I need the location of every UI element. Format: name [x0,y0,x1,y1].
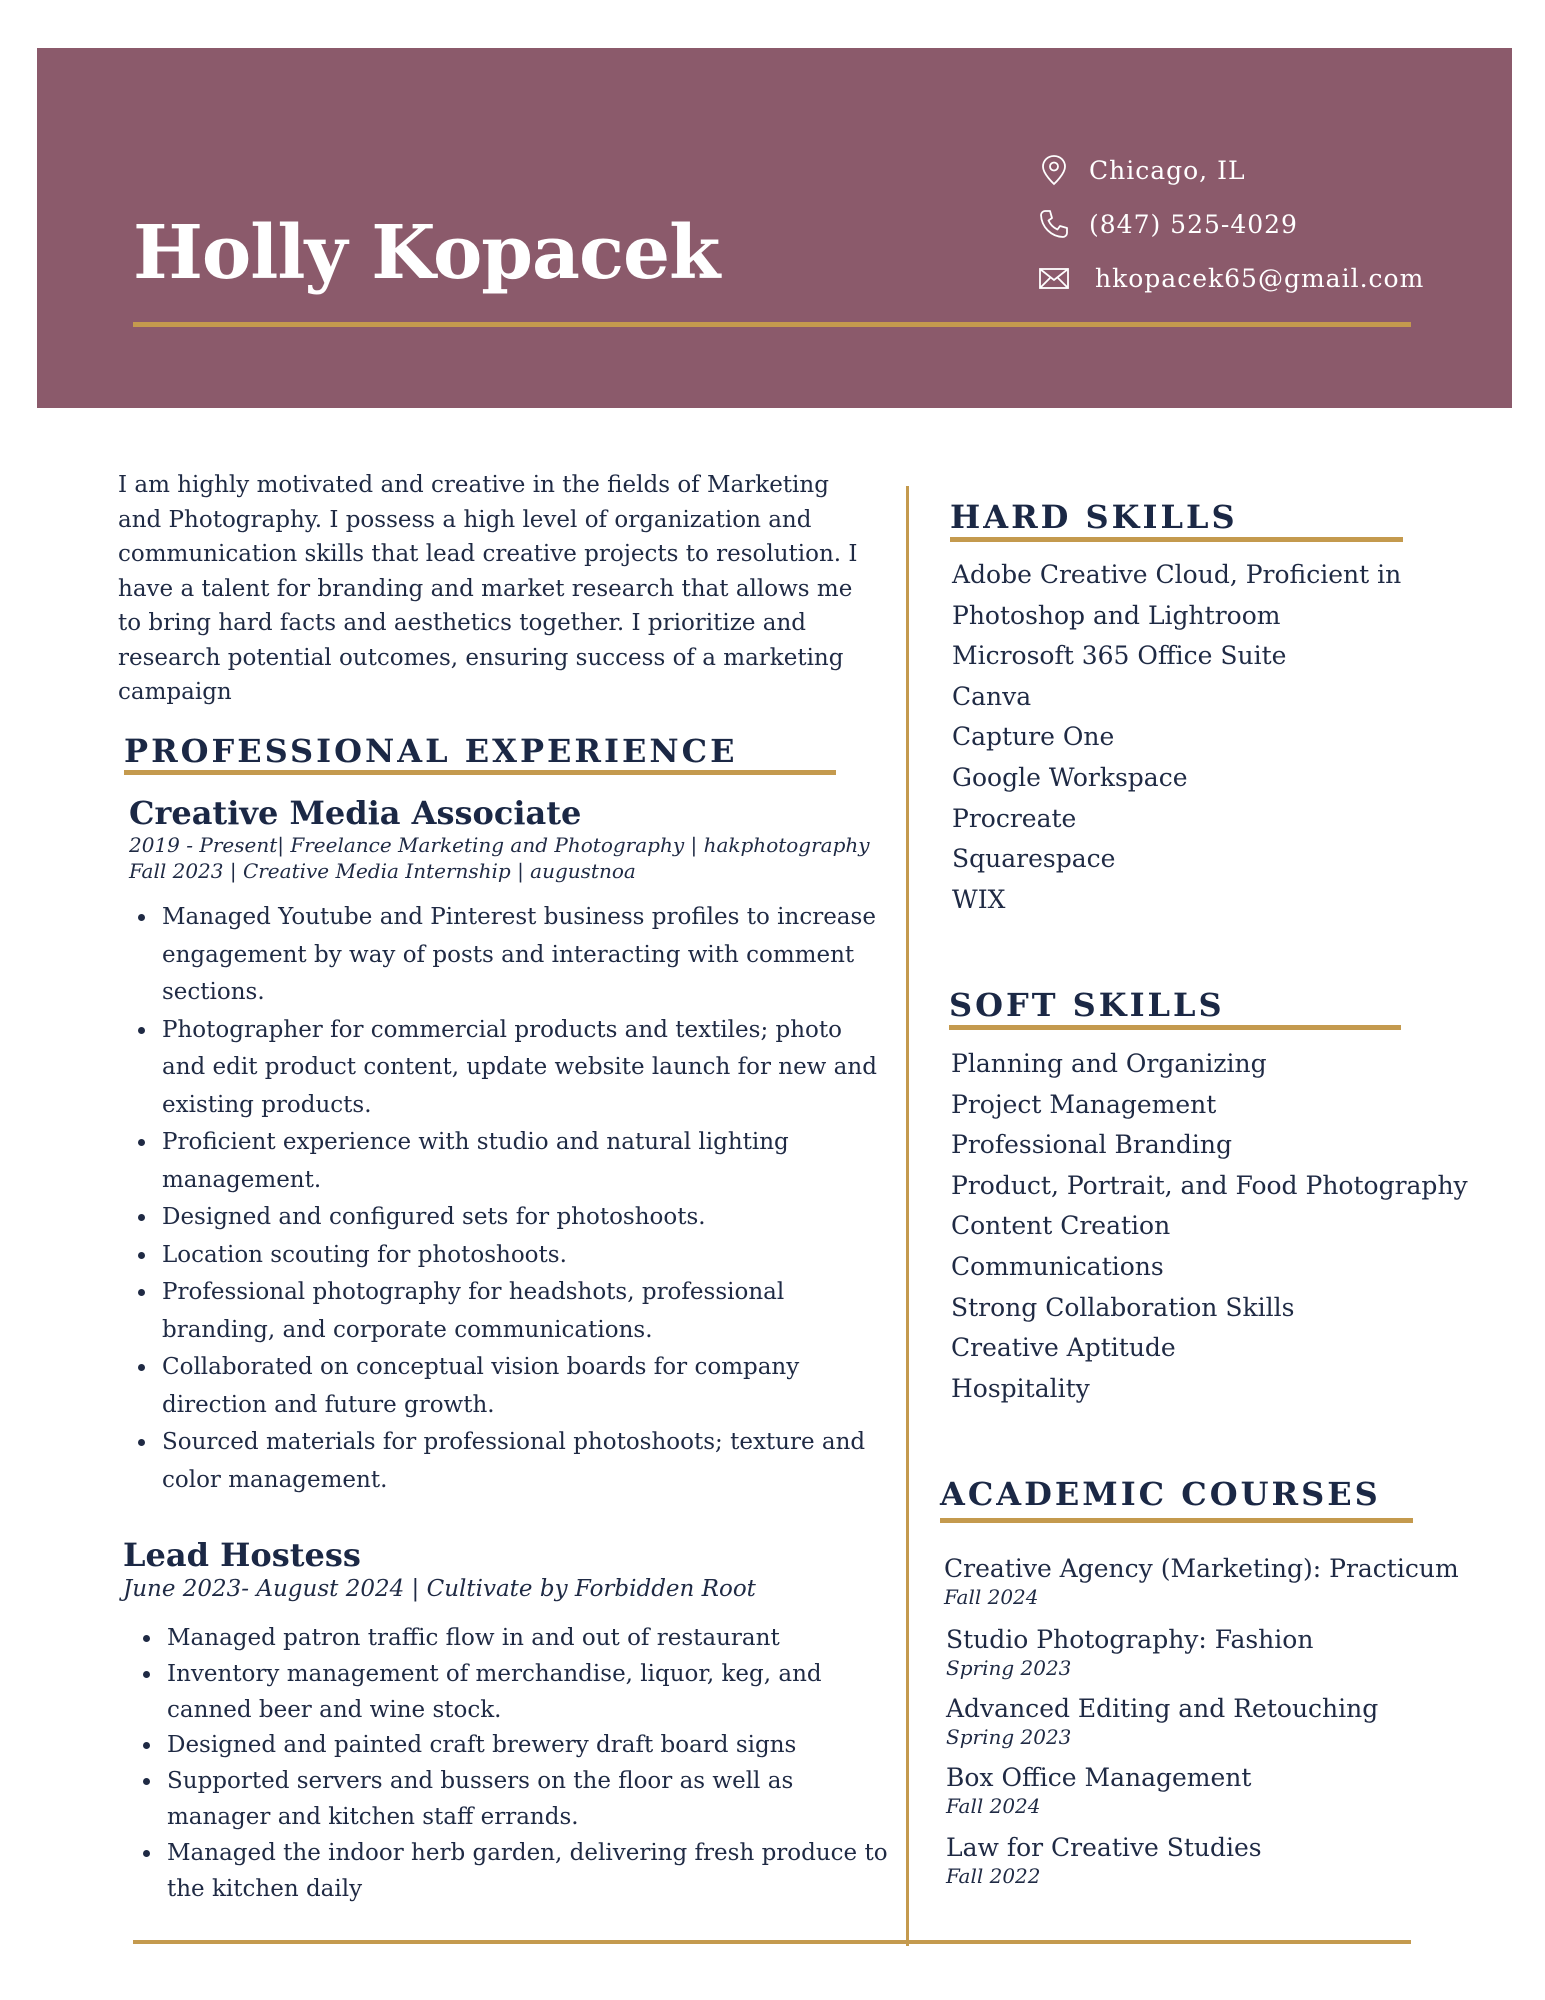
list-item: Creative Aptitude [951,1333,1176,1363]
experience-heading-rule [124,770,836,775]
email-link[interactable]: hkopacek65@gmail.com [1095,263,1425,293]
list-item: • Professional photography for headshots, professional branding, and corporate communications. [158,1274,888,1349]
course-name: Creative Agency (Marketing): Practicum [944,1554,1459,1583]
professional-summary: I am highly motivated and creative in the fields of Marketing and Photography. I possess a high level of organization and communication skills that lead creative projects to resolution. I have a talent for branding and market research that allows me to bring hard facts and aesthetics together. I prioritize and research potential outcomes, ensuring success of a marketing campaign [118,472,858,705]
experience-heading: PROFESSIONAL EXPERIENCE [124,732,738,770]
list-item: Google Workspace [952,762,1188,792]
header-banner [37,48,1512,408]
hard-skills-list [952,555,1401,920]
contact-email [1037,258,1424,298]
courses-heading-rule [940,1518,1413,1523]
hard-skills-heading-rule [950,537,1403,542]
course-term: Spring 2023 [946,1656,1072,1680]
list-item: WIX [952,884,1006,914]
list-item: • Managed patron traffic flow in and out of restaurant [163,1621,898,1657]
list-item: • Managed Youtube and Pinterest business profiles to increase engagement by way of posts and interacting with comment sections. [158,899,888,1012]
candidate-name: Holly Kopacek [133,210,720,296]
course-entry [946,1624,1313,1680]
course-name: Advanced Editing and Retouching [946,1694,1379,1723]
list-item: Content Creation [951,1211,1171,1241]
column-divider [906,486,909,1946]
list-item: • Proficient experience with studio and natural lighting management. [158,1124,888,1199]
course-entry [944,1553,1459,1609]
list-item: Product, Portrait, and Food Photography [951,1170,1468,1200]
location-pin-icon [1037,153,1071,187]
list-item: • Sourced materials for professional photoshoots; texture and color management. [158,1424,888,1499]
contact-phone [1037,204,1298,244]
contact-location [1037,150,1246,190]
course-term: Fall 2024 [944,1585,1039,1609]
list-item: • Photographer for commercial products and textiles; photo and edit product content, update website launch for new and existing products. [158,1012,888,1125]
soft-skills-list [951,1044,1468,1409]
courses-heading: ACADEMIC COURSES [940,1475,1381,1513]
list-item: Procreate [952,803,1077,833]
list-item: Hospitality [951,1373,1090,1403]
job-title: Creative Media Associate [129,794,582,832]
course-entry [946,1832,1262,1888]
phone-text[interactable]: (847) 525-4029 [1089,209,1298,239]
list-item: • Supported servers and bussers on the floor as well as manager and kitchen staff errands. [163,1764,898,1836]
list-item: • Managed the indoor herb garden, delivering fresh produce to the kitchen daily [163,1836,898,1908]
location-text: Chicago, IL [1089,155,1246,185]
list-item: Adobe Creative Cloud, Proficient in [952,560,1402,589]
header-divider [133,322,1411,327]
list-item: Planning and Organizing [951,1049,1267,1078]
job-bullet-list [133,1621,898,1907]
list-item: Canva [952,681,1032,711]
phone-icon [1037,207,1071,241]
job-meta [129,832,870,884]
list-item: Communications [951,1251,1164,1281]
list-item: Professional Branding [951,1130,1232,1160]
course-entry [946,1693,1378,1749]
envelope-icon [1037,261,1071,295]
job-meta-line: 2019 - Present| Freelance Marketing and Photography | hakphotography [129,833,870,857]
list-item: Project Management [951,1089,1217,1119]
job-title: Lead Hostess [123,1536,361,1574]
bottom-divider [133,1940,1411,1944]
list-item: Squarespace [952,844,1116,874]
list-item: • Designed and painted craft brewery draft board signs [163,1728,898,1764]
course-name: Law for Creative Studies [946,1833,1262,1862]
course-name: Box Office Management [946,1763,1252,1792]
list-item: • Designed and configured sets for photoshoots. [158,1199,888,1237]
course-term: Fall 2024 [946,1794,1041,1818]
list-item: • Inventory management of merchandise, liquor, keg, and canned beer and wine stock. [163,1657,898,1729]
list-item: Strong Collaboration Skills [951,1292,1295,1322]
course-entry [946,1762,1251,1818]
course-term: Spring 2023 [946,1725,1072,1749]
list-item: • Location scouting for photoshoots. [158,1237,888,1275]
list-item: Photoshop and Lightroom [952,600,1281,630]
job-bullet-list [128,899,888,1499]
job-meta-line: Fall 2023 | Creative Media Internship | augustnoa [129,859,636,883]
hard-skills-heading: HARD SKILLS [950,498,1238,536]
soft-skills-heading-rule [949,1025,1401,1030]
list-item: • Collaborated on conceptual vision boards for company direction and future growth. [158,1349,888,1424]
list-item: Capture One [952,722,1115,752]
job-meta [123,1574,756,1604]
list-item: Microsoft 365 Office Suite [952,641,1287,671]
job-meta-line: June 2023- August 2024 | Cultivate by Forbidden Root [123,1576,756,1602]
course-term: Fall 2022 [946,1864,1041,1888]
course-name: Studio Photography: Fashion [946,1625,1314,1654]
soft-skills-heading: SOFT SKILLS [949,986,1225,1024]
